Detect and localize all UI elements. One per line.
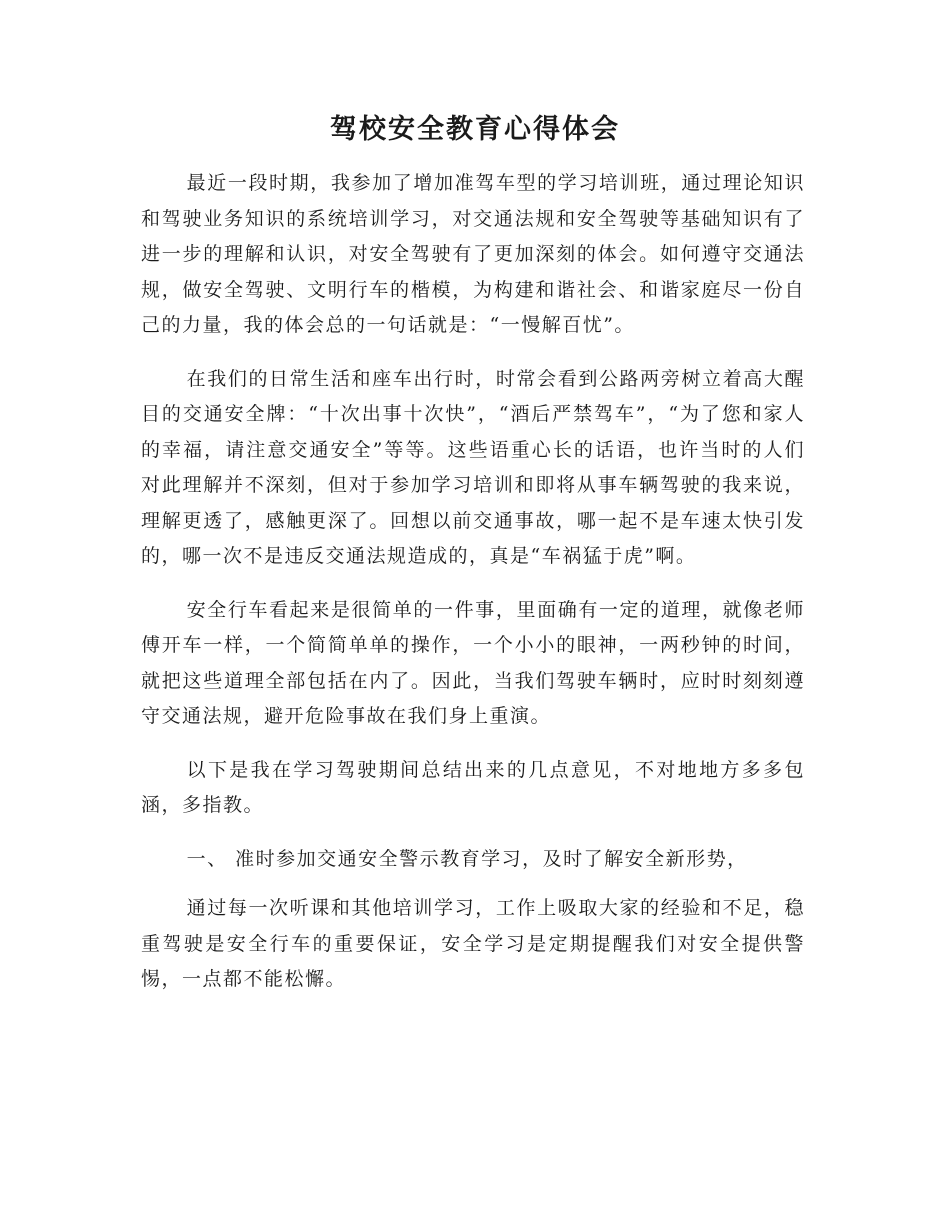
paragraph-4: 以下是我在学习驾驶期间总结出来的几点意见，不对地地方多多包涵，多指教。 xyxy=(141,758,805,816)
paragraph-2: 在我们的日常生活和座车出行时，时常会看到公路两旁树立着高大醒目的交通安全牌：“十次出事十次快”，“酒后严禁驾车”，“为了您和家人的幸福，请注意交通安全”等等。这些语重心长的话语，也许当时的人们对此理解并不深刻，但对于参加学习培训和即将从事车辆驾驶的我来说，理解更透了，感触更深了。回想以前交通事故，哪一起不是车速太快引发的，哪一次不是违反交通法规造成的，真是“车祸猛于虎”啊。 xyxy=(141,367,805,567)
paragraph-6: 通过每一次听课和其他培训学习，工作上吸取大家的经验和不足，稳重驾驶是安全行车的重要保证，安全学习是定期提醒我们对安全提供警惕，一点都不能松懈。 xyxy=(141,897,805,990)
paragraph-3: 安全行车看起来是很简单的一件事，里面确有一定的道理，就像老师傅开车一样，一个简简单单的操作，一个小小的眼神，一两秒钟的时间，就把这些道理全部包括在内了。因此，当我们驾驶车辆时，应时时刻刻遵守交通法规，避开危险事故在我们身上重演。 xyxy=(141,598,805,727)
document-title: 驾校安全教育心得体会 xyxy=(330,114,620,145)
paragraph-5-heading: 一、 准时参加交通安全警示教育学习，及时了解安全新形势， xyxy=(186,847,748,870)
paragraph-1: 最近一段时期，我参加了增加准驾车型的学习培训班，通过理论知识和驾驶业务知识的系统培训学习，对交通法规和安全驾驶等基础知识有了进一步的理解和认识，对安全驾驶有了更加深刻的体会。如何遵守交通法规，做安全驾驶、文明行车的楷模，为构建和谐社会、和谐家庭尽一份自己的力量，我的体会总的一句话就是：“一慢解百忧”。 xyxy=(141,172,805,336)
document-body xyxy=(141,166,805,1016)
